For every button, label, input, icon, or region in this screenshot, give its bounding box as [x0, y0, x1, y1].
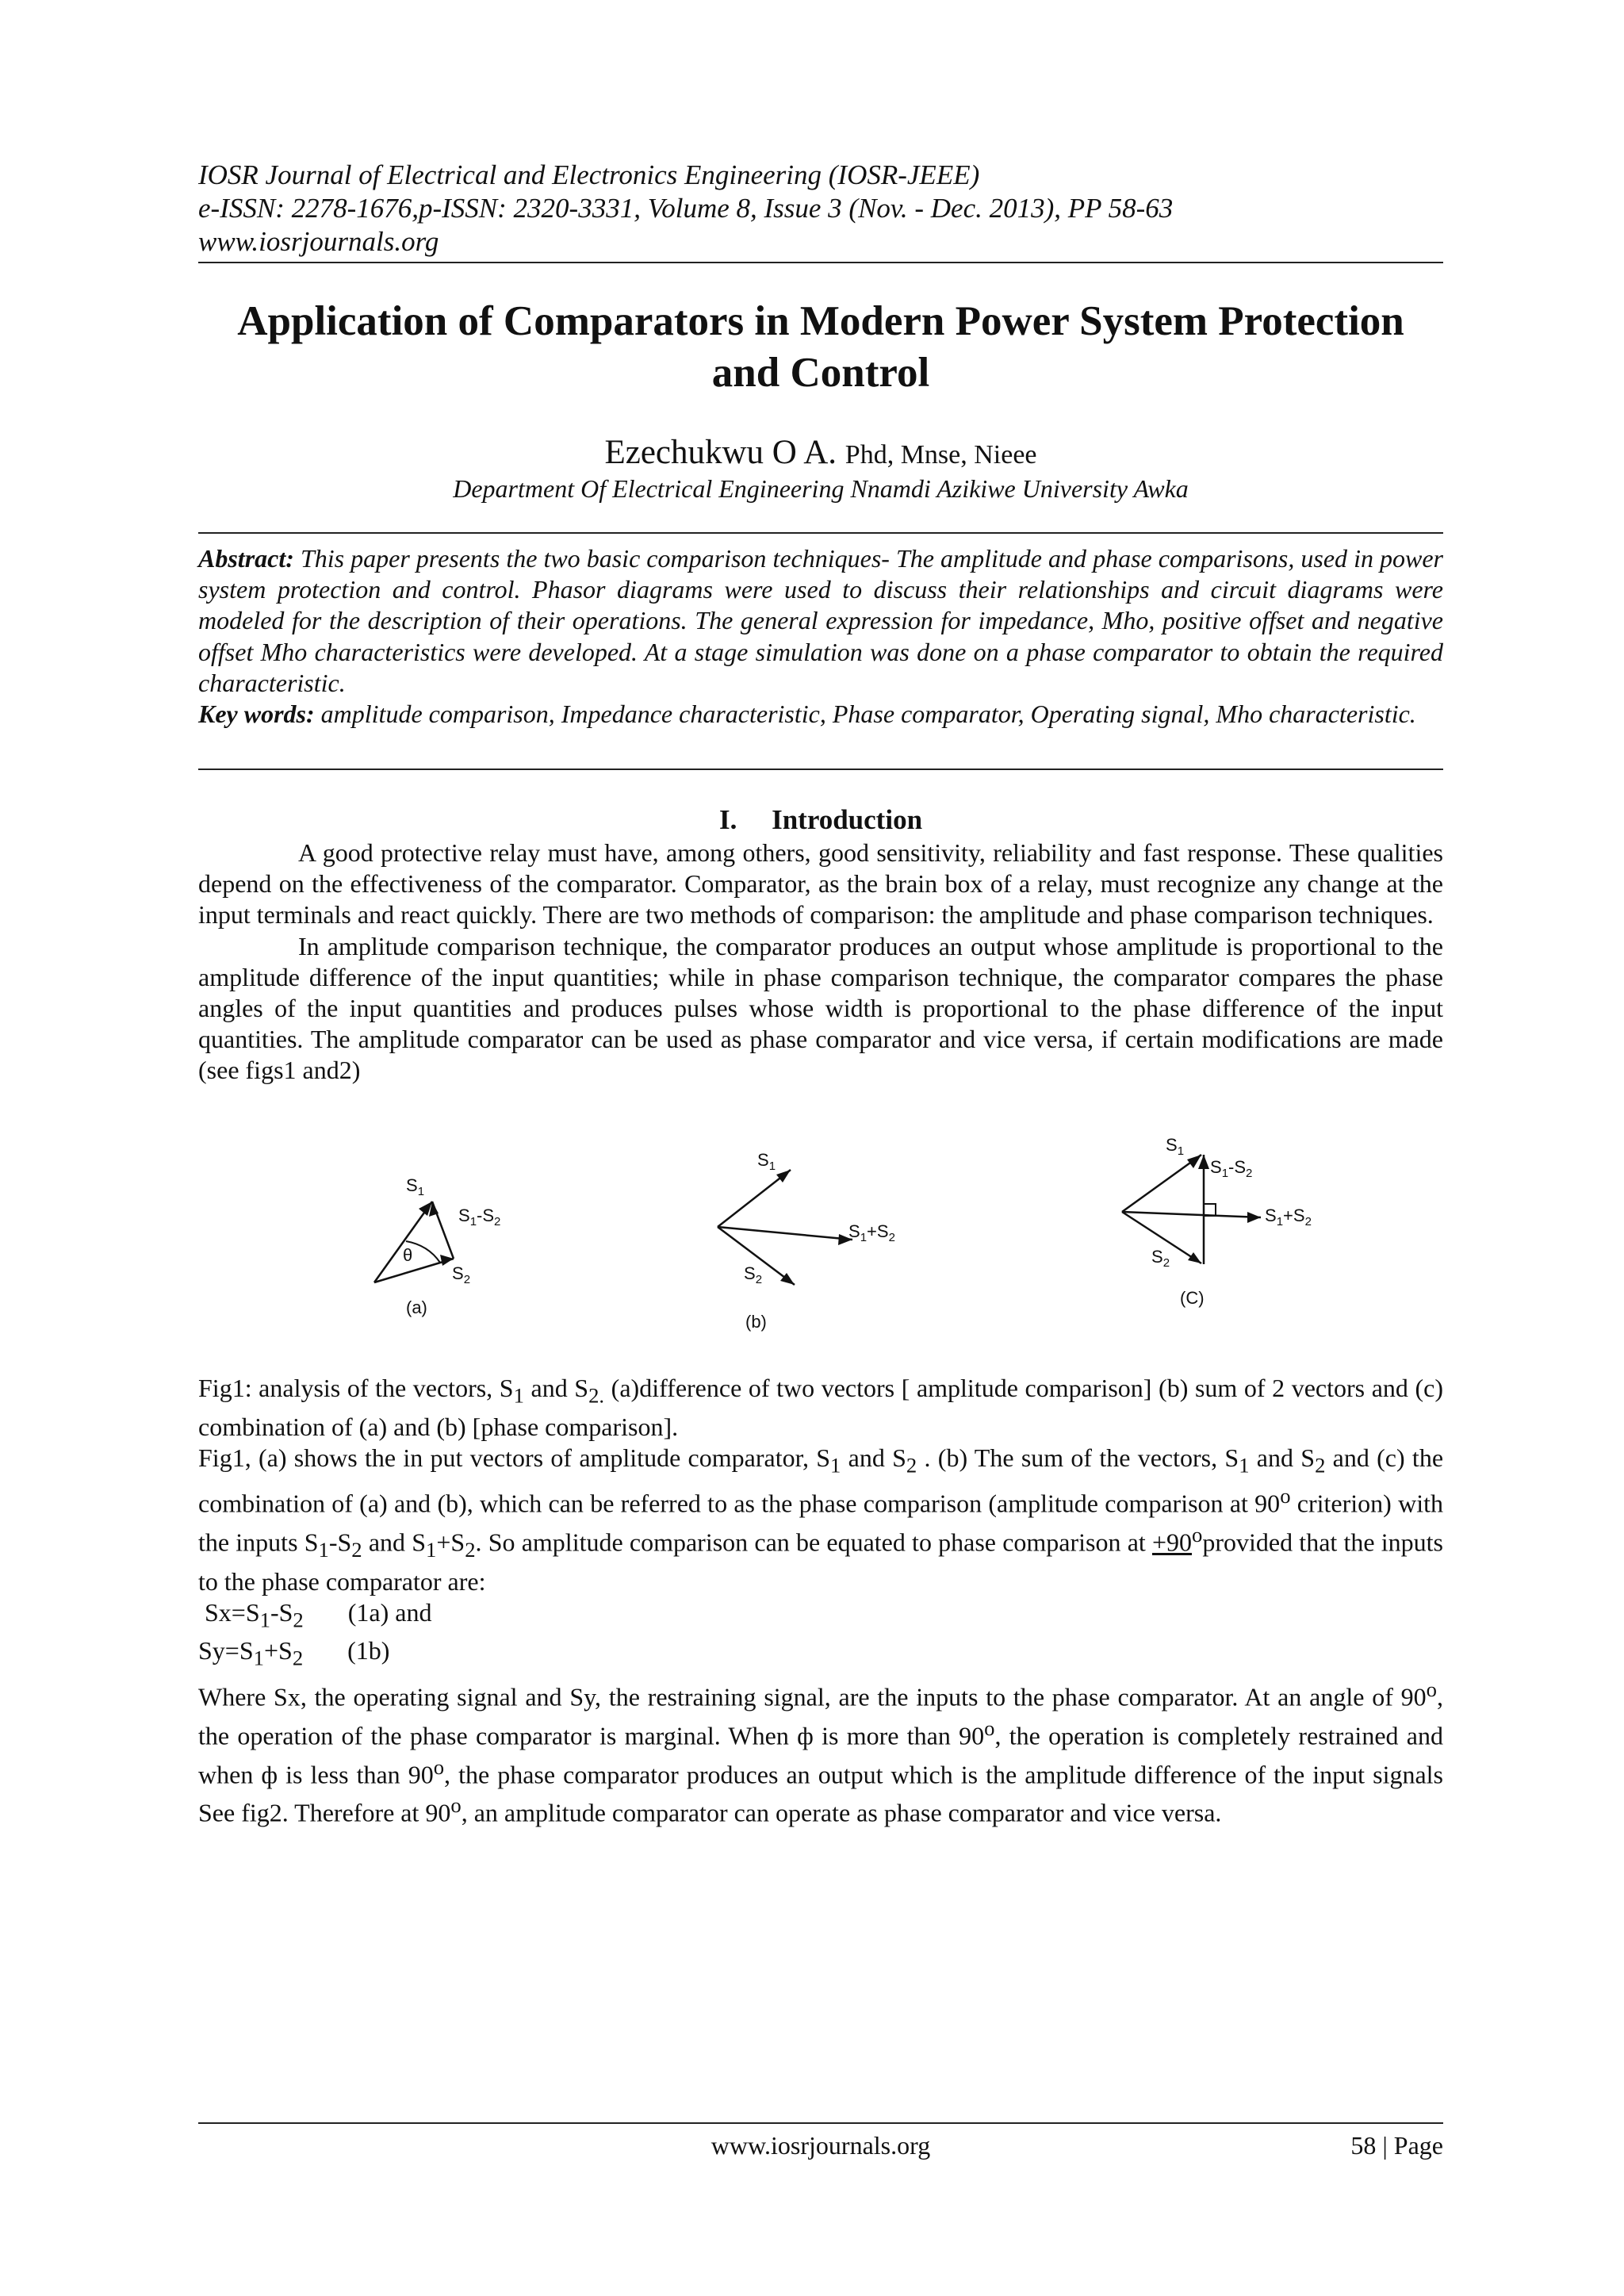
label-s1-plus-s2: $S_1+S_2$: [1265, 1205, 1312, 1228]
author-name: Ezechukwu O A.: [604, 434, 837, 471]
footer-url: www.iosrjournals.org: [710, 2131, 931, 2160]
equation-1b: $Sy=S_1+S_2$ (1b): [198, 1636, 390, 1670]
keywords-text: amplitude comparison, Impedance characteristic, Phase comparator, Operating signal, Mho characteristic.: [320, 700, 1416, 729]
section-title: Introduction: [772, 804, 923, 835]
figure-b-label: (b): [745, 1312, 767, 1332]
intro-paragraph-1: A good protective relay must have, among others, good sensitivity, reliability and fast response. These qualities depend on the effectiveness of the comparator. Comparator, as the brain box of a relay, must recognize any change at the input terminals and react quickly. There are two methods of comparison: the amplitude and phase comparison techniques.: [198, 838, 1443, 930]
label-s1-plus-s2: $S_1+S_2$: [848, 1221, 895, 1244]
section-number: I.: [718, 804, 737, 835]
figure-1a: [365, 1166, 515, 1324]
vector-s1-line: [374, 1202, 432, 1282]
label-theta: θ: [403, 1245, 413, 1265]
vector-s1-arrowhead: [1187, 1155, 1201, 1168]
page-number: 58 | Page: [1350, 2131, 1443, 2160]
abstract: [198, 543, 1443, 730]
author-credentials: Phd, Mnse, Nieee: [845, 440, 1037, 470]
vector-s2-arrowhead: [1188, 1252, 1201, 1263]
section-heading: [198, 803, 1443, 837]
issn-line: e-ISSN: 2278-1676,p-ISSN: 2320-3331, Volume 8, Issue 3 (Nov. - Dec. 2013), PP 58-63: [198, 193, 1174, 224]
figure-1b: [698, 1146, 928, 1336]
footer-rule: [198, 2122, 1443, 2124]
abstract-top-rule: [198, 532, 1443, 534]
intro-text: [198, 838, 1443, 1087]
header-rule: [198, 262, 1443, 263]
journal-website: www.iosrjournals.org: [198, 226, 439, 257]
figure-c-label: (C): [1180, 1288, 1205, 1308]
label-s1: $S_1$: [757, 1150, 776, 1173]
body-paragraph-1: Fig1, (a) shows the in put vectors of amplitude comparator, $S_1$ and $S_2$ . (b) The sum of the vectors, $S_1$ and $S_2$ and (c) the combination of (a) and (b), which can be referred to as the phase comparison (amplitude comparison at 90$^o$ criterion) with the inputs $S_1-S_2$ and $S_1+S_2$. So amplitude comparison can be equated to phase comparison at $+90^oprovided$ that the inputs to the phase comparator are:: [198, 1443, 1444, 1596]
figure-caption: Fig1: analysis of the vectors, $S_1$ and $S_{2.}$ (a)difference of two vectors [ amplitude comparison] (b) sum of 2 vectors and (c) combination of (a) and (b) [phase comparison].: [198, 1374, 1444, 1441]
author-line: [198, 432, 1443, 476]
abstract-bottom-rule: [198, 769, 1443, 770]
vector-s1-line: [1122, 1155, 1201, 1212]
journal-name: IOSR Journal of Electrical and Electronics Engineering (IOSR-JEEE): [198, 159, 980, 190]
intro-paragraph-2: In amplitude comparison technique, the comparator produces an output whose amplitude is proportional to the amplitude difference of the input quantities; while in phase comparison technique, the comparator compares the phase angles of the input quantities and produces pulses whose width is proportional to the phase difference of the input quantities. The amplitude comparator can be used as phase comparator and vice versa, if certain modifications are made (see figs1 and2): [198, 931, 1443, 1085]
abstract-label: Abstract:: [198, 544, 294, 573]
author-affiliation: Department Of Electrical Engineering Nnamdi Azikiwe University Awka: [453, 474, 1189, 503]
label-s1: $S_1$: [406, 1175, 425, 1198]
label-s1: $S_1$: [1166, 1135, 1185, 1158]
vector-sum-line: [718, 1227, 852, 1240]
label-s2: $S_2$: [452, 1263, 471, 1286]
keywords-label: Key words:: [198, 700, 315, 729]
vector-sum-line: [1122, 1212, 1261, 1217]
vector-sum-arrowhead: [1247, 1212, 1261, 1223]
right-angle-marker: [1204, 1204, 1216, 1216]
figure-a-label: (a): [406, 1297, 427, 1317]
abstract-text: This paper presents the two basic comparison techniques- The amplitude and phase comparisons, used in power system protection and control. Phasor diagrams were used to discuss their relationships and circuit diagrams were modeled for the description of their operations. The general expression for impedance, Mho, positive offset and negative offset Mho characteristics were developed. At a stage simulation was done on a phase comparator to obtain the required characteristic.: [198, 544, 1444, 697]
label-s2: $S_2$: [1151, 1247, 1170, 1270]
paper-title: Application of Comparators in Modern Power System Protection and Control: [237, 298, 1404, 396]
label-s1-minus-s2: $S_1-S_2$: [458, 1205, 501, 1228]
label-s2: $S_2$: [744, 1263, 763, 1286]
body-paragraph-2: Where Sx, the operating signal and Sy, the restraining signal, are the inputs to the phase comparator. At an angle of 90$^o$, the operation of the phase comparator is marginal. When ф is more than 90$^o$, the operation is completely restrained and when ф is less than 90$^o$, the phase comparator produces an output which is the amplitude difference of the input signals See fig2. Therefore at 90$^o$, an amplitude comparator can operate as phase comparator and vice versa.: [198, 1677, 1444, 1828]
vector-s2-line: [374, 1259, 454, 1282]
vector-s1-arrowhead: [776, 1170, 791, 1182]
label-s1-minus-s2: $S_1-S_2$: [1210, 1157, 1253, 1180]
figure-1c: [1110, 1133, 1332, 1315]
equation-1a: $Sx=S_1-S_2$ (1a) and: [198, 1597, 432, 1632]
figure-caption-and-body: [198, 1373, 1443, 1829]
